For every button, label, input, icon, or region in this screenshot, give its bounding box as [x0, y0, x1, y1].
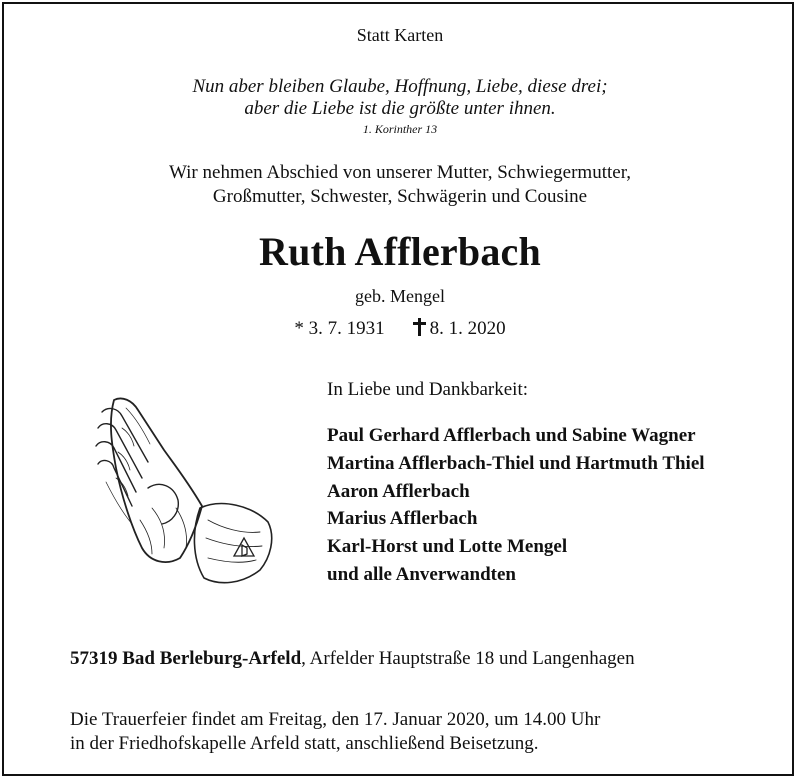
- farewell-intro: [0, 161, 800, 209]
- mourners-list: [327, 422, 705, 589]
- thanks-heading: In Liebe und Dankbarkeit:: [327, 379, 529, 400]
- funeral-info: [70, 708, 600, 756]
- list-item: Martina Afflerbach-Thiel und Hartmuth Thiel: [327, 452, 705, 474]
- list-item: Marius Afflerbach: [327, 508, 478, 530]
- funeral-line-2: in der Friedhofskapelle Arfeld statt, anschließend Beisetzung.: [70, 733, 539, 754]
- maiden-name: geb. Mengel: [355, 286, 445, 306]
- list-item: und alle Anverwandten: [327, 563, 516, 585]
- verse-line-2: aber die Liebe ist die größte unter ihnen.: [244, 98, 556, 119]
- praying-hands-icon: [92, 388, 282, 588]
- list-item: Aaron Afflerbach: [327, 480, 470, 502]
- address-street: , Arfelder Hauptstraße 18 und Langenhagen: [301, 648, 635, 669]
- deceased-name: Ruth Afflerbach: [259, 229, 541, 274]
- list-item: Paul Gerhard Afflerbach und Sabine Wagner: [327, 425, 696, 446]
- address-city: 57319 Bad Berleburg-Arfeld: [70, 648, 302, 669]
- verse-line-1: Nun aber bleiben Glaube, Hoffnung, Liebe, diese drei;: [192, 76, 608, 97]
- cross-icon: [413, 318, 426, 336]
- life-dates: [0, 318, 800, 340]
- intro-line-2: Großmutter, Schwester, Schwägerin und Cousine: [212, 186, 588, 207]
- address: [70, 648, 635, 670]
- bible-verse: [0, 76, 800, 120]
- notice-header: Statt Karten: [356, 25, 444, 45]
- verse-reference: 1. Korinther 13: [362, 122, 438, 136]
- intro-line-1: Wir nehmen Abschied von unserer Mutter, Schwiegermutter,: [168, 162, 632, 183]
- list-item: Karl-Horst und Lotte Mengel: [327, 536, 568, 558]
- funeral-line-1: Die Trauerfeier findet am Freitag, den 17. Januar 2020, um 14.00 Uhr: [70, 709, 601, 730]
- birth-date: * 3. 7. 1931: [294, 318, 385, 339]
- death-date: 8. 1. 2020: [429, 318, 506, 339]
